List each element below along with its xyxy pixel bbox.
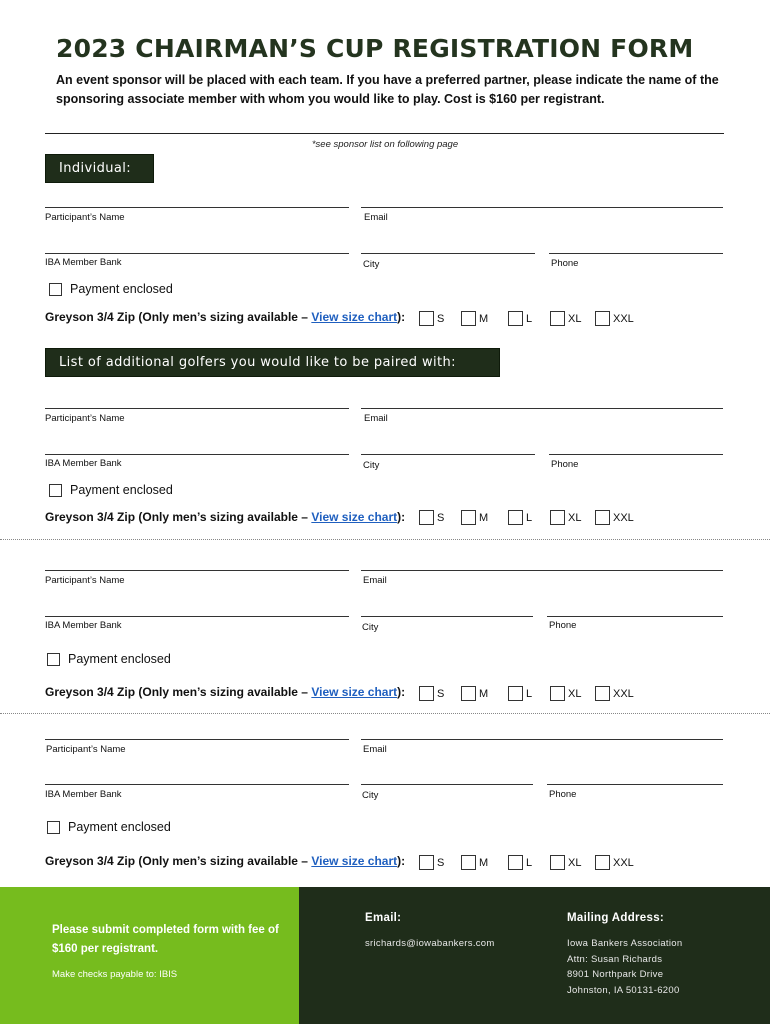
size-option-xl[interactable] <box>550 686 581 701</box>
email-label: Email <box>364 413 388 424</box>
size-label: M <box>479 687 489 700</box>
size-option-xl[interactable] <box>550 510 581 525</box>
city-label: City <box>363 259 380 270</box>
size-option-s[interactable] <box>419 686 444 701</box>
payment-enclosed-label: Payment enclosed <box>68 652 171 666</box>
greyson-zip-label <box>45 510 405 524</box>
email-field[interactable] <box>361 570 723 571</box>
size-label: M <box>479 312 489 325</box>
checkbox-icon[interactable] <box>508 855 523 870</box>
greyson-zip-label <box>45 685 405 699</box>
size-label: L <box>526 511 533 524</box>
address-line: Iowa Bankers Association <box>567 938 683 949</box>
form-title: 2023 CHAIRMAN’S CUP REGISTRATION FORM <box>56 34 694 63</box>
size-option-m[interactable] <box>461 311 488 326</box>
email-label: Email <box>363 575 387 586</box>
member-bank-label: IBA Member Bank <box>45 789 122 800</box>
greyson-text: Greyson 3/4 Zip (Only men’s sizing available – <box>45 510 312 524</box>
checkbox-icon[interactable] <box>595 686 610 701</box>
size-label: S <box>437 687 445 700</box>
submit-instructions: Please submit completed form with fee of $160 per registrant. <box>52 924 279 955</box>
phone-label: Phone <box>551 258 579 269</box>
participant-name-label: Participant’s Name <box>45 212 125 223</box>
checkbox-icon[interactable] <box>49 484 62 497</box>
size-label: L <box>526 856 533 869</box>
checkbox-icon[interactable] <box>419 855 434 870</box>
size-option-l[interactable] <box>508 510 532 525</box>
size-label: M <box>479 511 489 524</box>
participant-name-field[interactable] <box>45 739 349 740</box>
member-bank-label: IBA Member Bank <box>45 620 122 631</box>
greyson-end: ): <box>397 685 406 699</box>
sponsor-note: *see sponsor list on following page <box>311 139 459 150</box>
size-label: XXL <box>613 687 634 700</box>
payment-enclosed-checkbox[interactable] <box>49 483 173 497</box>
greyson-zip-label <box>45 854 405 868</box>
dotted-separator <box>0 713 770 714</box>
size-label: XXL <box>613 312 634 325</box>
phone-field[interactable] <box>549 253 723 254</box>
size-label: XL <box>568 312 582 325</box>
size-option-xxl[interactable] <box>595 855 634 870</box>
checkbox-icon[interactable] <box>461 311 476 326</box>
city-label: City <box>362 622 379 633</box>
checkbox-icon[interactable] <box>550 686 565 701</box>
greyson-end: ): <box>397 310 406 324</box>
payment-enclosed-checkbox[interactable] <box>47 652 171 666</box>
size-option-s[interactable] <box>419 311 444 326</box>
checkbox-icon[interactable] <box>595 855 610 870</box>
greyson-end: ): <box>397 854 406 868</box>
email-heading: Email: <box>365 912 402 924</box>
size-label: S <box>437 312 445 325</box>
view-size-chart-link[interactable]: View size chart <box>311 685 398 699</box>
contact-email[interactable]: srichards@iowabankers.com <box>365 938 495 949</box>
address-line: Johnston, IA 50131-6200 <box>567 984 680 996</box>
size-option-s[interactable] <box>419 855 444 870</box>
participant-name-field[interactable] <box>45 207 349 208</box>
intro-text: An event sponsor will be placed with each team. If you have a preferred partner, please indicate the name of the sponsoring associate member with whom you would like to play. Cost is $160 per registrant. <box>56 73 719 106</box>
size-option-s[interactable] <box>419 510 444 525</box>
phone-field[interactable] <box>549 454 723 455</box>
size-option-xxl[interactable] <box>595 311 634 326</box>
city-label: City <box>363 460 380 471</box>
participant-name-field[interactable] <box>45 408 349 409</box>
email-label: Email <box>363 744 387 755</box>
checkbox-icon[interactable] <box>461 686 476 701</box>
size-option-m[interactable] <box>461 510 488 525</box>
city-field[interactable] <box>361 454 535 455</box>
payment-enclosed-label: Payment enclosed <box>68 820 171 834</box>
checkbox-icon[interactable] <box>595 311 610 326</box>
additional-golfers-banner <box>45 348 500 377</box>
checkbox-icon[interactable] <box>49 283 62 296</box>
footer-submit-panel <box>0 887 299 1024</box>
size-option-l[interactable] <box>508 855 532 870</box>
checkbox-icon[interactable] <box>550 311 565 326</box>
size-option-l[interactable] <box>508 686 532 701</box>
checkbox-icon[interactable] <box>550 510 565 525</box>
checkbox-icon[interactable] <box>508 311 523 326</box>
checkbox-icon[interactable] <box>508 510 523 525</box>
checkbox-icon[interactable] <box>595 510 610 525</box>
member-bank-field[interactable] <box>45 616 349 617</box>
participant-name-label: Participant’s Name <box>46 744 126 755</box>
size-option-xxl[interactable] <box>595 510 634 525</box>
footer <box>0 887 770 1024</box>
view-size-chart-link[interactable]: View size chart <box>311 310 398 324</box>
checkbox-icon[interactable] <box>47 653 60 666</box>
member-bank-field[interactable] <box>45 784 349 785</box>
member-bank-label: IBA Member Bank <box>45 458 122 469</box>
participant-name-field[interactable] <box>45 570 349 571</box>
size-label: S <box>437 511 445 524</box>
size-label: S <box>437 856 445 869</box>
phone-field[interactable] <box>547 784 723 785</box>
checks-payable-note: Make checks payable to: IBIS <box>52 969 178 980</box>
size-label: L <box>526 687 533 700</box>
size-label: XL <box>568 511 582 524</box>
greyson-text: Greyson 3/4 Zip (Only men’s sizing available – <box>45 685 312 699</box>
size-label: XL <box>568 687 582 700</box>
mailing-address <box>567 936 682 998</box>
email-field[interactable] <box>361 408 723 409</box>
phone-label: Phone <box>551 459 579 470</box>
size-option-l[interactable] <box>508 311 532 326</box>
checkbox-icon[interactable] <box>419 686 434 701</box>
phone-field[interactable] <box>547 616 723 617</box>
header-rule <box>45 133 724 134</box>
checkbox-icon[interactable] <box>508 686 523 701</box>
size-option-xl[interactable] <box>550 311 581 326</box>
city-label: City <box>362 790 379 801</box>
address-line: 8901 Northpark Drive <box>567 969 664 980</box>
size-option-xl[interactable] <box>550 855 581 870</box>
size-option-xxl[interactable] <box>595 686 634 701</box>
size-label: XXL <box>613 511 634 524</box>
view-size-chart-link[interactable]: View size chart <box>311 510 398 524</box>
view-size-chart-link[interactable]: View size chart <box>311 854 398 868</box>
phone-label: Phone <box>549 620 577 631</box>
greyson-zip-label <box>45 310 405 324</box>
email-field[interactable] <box>361 207 723 208</box>
city-field[interactable] <box>361 784 533 785</box>
mailing-address-heading: Mailing Address: <box>567 912 665 924</box>
member-bank-field[interactable] <box>45 253 349 254</box>
participant-name-label: Participant’s Name <box>45 575 125 586</box>
additional-golfers-banner-label: List of additional golfers you would like to be paired with: <box>59 355 456 370</box>
city-field[interactable] <box>361 616 533 617</box>
checkbox-icon[interactable] <box>47 821 60 834</box>
participant-name-label: Participant’s Name <box>45 413 125 424</box>
checkbox-icon[interactable] <box>419 510 434 525</box>
member-bank-label: IBA Member Bank <box>45 257 122 268</box>
size-label: L <box>526 312 533 325</box>
individual-banner-label: Individual: <box>59 161 132 176</box>
size-label: M <box>479 856 489 869</box>
size-label: XXL <box>613 856 634 869</box>
dotted-separator <box>0 539 770 540</box>
city-field[interactable] <box>361 253 535 254</box>
size-label: XL <box>568 856 582 869</box>
checkbox-icon[interactable] <box>461 510 476 525</box>
size-option-m[interactable] <box>461 855 488 870</box>
footer-contact-panel <box>299 887 770 1024</box>
size-option-m[interactable] <box>461 686 488 701</box>
email-field[interactable] <box>361 739 723 740</box>
payment-enclosed-checkbox[interactable] <box>49 282 173 296</box>
greyson-text: Greyson 3/4 Zip (Only men’s sizing available – <box>45 854 312 868</box>
email-label: Email <box>364 212 388 223</box>
payment-enclosed-label: Payment enclosed <box>70 282 173 296</box>
payment-enclosed-label: Payment enclosed <box>70 483 173 497</box>
payment-enclosed-checkbox[interactable] <box>47 820 171 834</box>
phone-label: Phone <box>549 789 577 800</box>
greyson-end: ): <box>397 510 406 524</box>
checkbox-icon[interactable] <box>550 855 565 870</box>
member-bank-field[interactable] <box>45 454 349 455</box>
greyson-text: Greyson 3/4 Zip (Only men’s sizing available – <box>45 310 312 324</box>
individual-banner <box>45 154 154 183</box>
checkbox-icon[interactable] <box>461 855 476 870</box>
checkbox-icon[interactable] <box>419 311 434 326</box>
address-line: Attn: Susan Richards <box>567 953 663 965</box>
